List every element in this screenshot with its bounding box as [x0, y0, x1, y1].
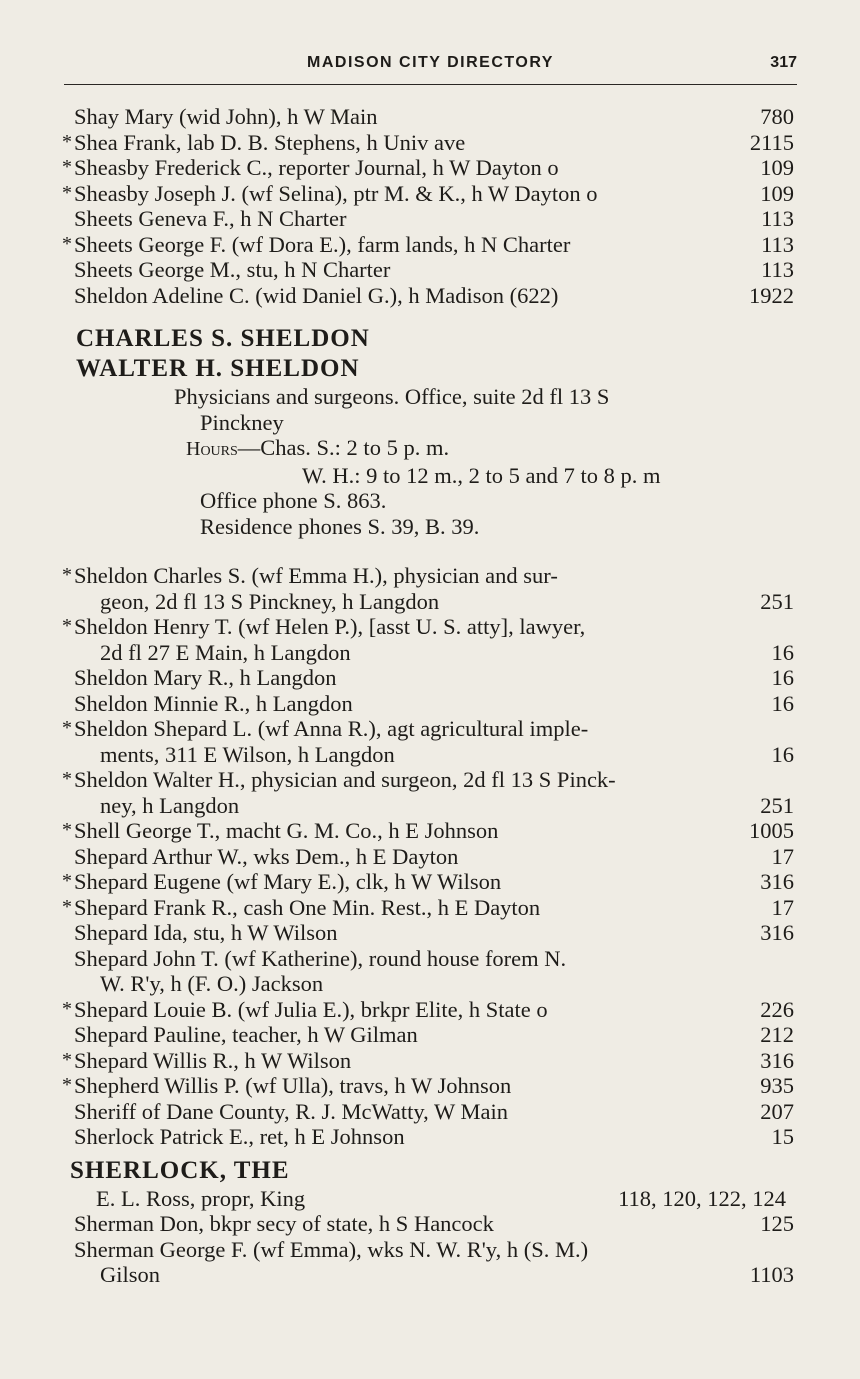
sherlock-sub-entry [96, 1186, 786, 1212]
ad-hours-chas-text: —Chas. S.: 2 to 5 p. m. [237, 435, 450, 460]
sherlock-heading: SHERLOCK, THE [70, 1156, 290, 1184]
directory-entry [62, 996, 794, 1023]
entry-text: ments, 311 E Wilson, h Langdon [100, 741, 395, 767]
entry-text: Sheldon Walter H., physician and surgeon, 2d fl 13 S Pinck- [74, 767, 616, 792]
directory-entry [74, 206, 794, 232]
directory-entry [74, 844, 794, 870]
directory-content [0, 104, 860, 1288]
entry-line [62, 614, 794, 640]
directory-entry [62, 767, 794, 818]
entry-line [62, 180, 794, 207]
entry-line [74, 1124, 794, 1150]
entry-text: Shepard Arthur W., wks Dem., h E Dayton [74, 843, 459, 869]
asterisk-mark: * [62, 181, 72, 204]
directory-entry [62, 894, 794, 921]
asterisk-mark: * [62, 564, 72, 586]
entry-line [74, 1022, 794, 1048]
page-number: 317 [770, 54, 797, 71]
asterisk-mark: * [62, 232, 72, 255]
directory-entry [62, 1073, 794, 1099]
entry-line [74, 1262, 794, 1288]
entry-line [74, 665, 794, 691]
entry-text: Sheldon Charles S. (wf Emma H.), physician and sur- [74, 563, 558, 588]
page-title: MADISON CITY DIRECTORY [307, 54, 554, 71]
entry-number: 15 [771, 1124, 794, 1149]
entries-top [0, 104, 860, 308]
entry-text: Sheets George F. (wf Dora E.), farm lands, h N Charter [74, 231, 571, 257]
ad-hours-chas [186, 435, 860, 463]
entry-number: 316 [760, 1047, 794, 1073]
entry-line [74, 104, 794, 130]
ad-line-office: Physicians and surgeons. Office, suite 2d fl 13 S [174, 384, 610, 409]
sheldon-advertisement [76, 324, 860, 539]
asterisk-mark: * [62, 130, 72, 153]
entry-number: 16 [771, 665, 794, 690]
entry-text: Shepherd Willis P. (wf Ulla), travs, h W Johnson [74, 1073, 512, 1098]
entry-number: 17 [771, 843, 794, 869]
entry-text: Shepard John T. (wf Katherine), round house forem N. [74, 945, 567, 971]
entry-text: Sheldon Shepard L. (wf Anna R.), agt agricultural imple- [74, 716, 589, 741]
directory-entry [62, 155, 794, 181]
ad-office-phone: Office phone S. 863. [200, 488, 387, 513]
entry-line [74, 640, 794, 666]
entry-number: 16 [771, 741, 794, 767]
sherlock-sub-text: E. L. Ross, propr, King [96, 1185, 306, 1211]
page-header [64, 54, 797, 76]
directory-entry [62, 1047, 794, 1074]
ad-line-pinckney: Pinckney [200, 409, 284, 435]
entry-line [74, 206, 794, 232]
directory-entry [62, 818, 794, 844]
entry-line [74, 1211, 794, 1237]
entry-text: geon, 2d fl 13 S Pinckney, h Langdon [100, 588, 440, 614]
directory-entry [62, 231, 794, 258]
entry-line [74, 1237, 794, 1263]
directory-entry [74, 946, 794, 997]
entry-number: 316 [760, 920, 794, 945]
entry-number: 17 [771, 894, 794, 920]
entry-text: Shepard Ida, stu, h W Wilson [74, 920, 338, 945]
entry-line [74, 946, 794, 972]
entries-main [0, 563, 860, 1150]
entry-line [62, 869, 794, 895]
ad-hours-walter: W. H.: 9 to 12 m., 2 to 5 and 7 to 8 p. m [302, 462, 661, 488]
ad-body [76, 384, 860, 539]
entry-text: Sherlock Patrick E., ret, h E Johnson [74, 1124, 405, 1149]
entry-number: 125 [760, 1211, 794, 1236]
entry-text: Gilson [100, 1262, 161, 1287]
entry-text: Sheets Geneva F., h N Charter [74, 206, 347, 231]
directory-entry [74, 665, 794, 691]
directory-entry [74, 1022, 794, 1048]
entry-number: 16 [771, 690, 794, 716]
entry-number: 316 [760, 869, 794, 894]
entry-text: Shepard Frank R., cash One Min. Rest., h E Dayton [74, 894, 541, 920]
entry-text: Shea Frank, lab D. B. Stephens, h Univ ave [74, 129, 466, 155]
entry-number: 1103 [749, 1262, 794, 1287]
directory-entry [62, 869, 794, 895]
asterisk-mark: * [62, 819, 72, 841]
entry-text: Sheldon Minnie R., h Langdon [74, 690, 353, 716]
entry-line [62, 767, 794, 793]
ad-name-charles: CHARLES S. SHELDON [76, 325, 370, 352]
entry-number: 1005 [749, 818, 794, 843]
entry-line [62, 129, 794, 156]
directory-entry [74, 691, 794, 717]
entry-line [74, 257, 794, 283]
asterisk-mark: * [62, 997, 72, 1020]
entry-text: Shepard Pauline, teacher, h W Gilman [74, 1022, 418, 1047]
entry-number: 226 [760, 996, 794, 1022]
entry-text: Sheriff of Dane County, R. J. McWatty, W Main [74, 1098, 508, 1124]
entry-text: ney, h Langdon [100, 792, 240, 818]
entry-text: Shell George T., macht G. M. Co., h E Johnson [74, 818, 499, 843]
entry-line [62, 563, 794, 589]
entry-number: 251 [760, 588, 794, 614]
ad-residence-phones: Residence phones S. 39, B. 39. [200, 513, 480, 539]
directory-entry [62, 614, 794, 665]
directory-entry [62, 129, 794, 156]
entry-text: Sheldon Henry T. (wf Helen P.), [asst U. S. atty], lawyer, [74, 614, 586, 639]
asterisk-mark: * [62, 156, 72, 178]
entry-line [62, 1047, 794, 1074]
entry-text: Sheasby Frederick C., reporter Journal, h W Dayton o [74, 155, 559, 180]
directory-entry [74, 1124, 794, 1150]
directory-entry [74, 257, 794, 283]
entry-number: 113 [761, 257, 794, 282]
entry-text: W. R'y, h (F. O.) Jackson [100, 971, 324, 996]
entry-line [62, 996, 794, 1023]
directory-entry [62, 180, 794, 207]
entry-line [74, 691, 794, 717]
entry-line [62, 716, 794, 742]
entry-text: Sheldon Mary R., h Langdon [74, 665, 337, 690]
entry-number: 16 [771, 639, 794, 665]
asterisk-mark: * [62, 1048, 72, 1071]
entry-number: 113 [761, 206, 794, 231]
entry-line [74, 742, 794, 768]
entry-text: Sheasby Joseph J. (wf Selina), ptr M. & K., h W Dayton o [74, 180, 598, 206]
entry-number: 113 [761, 231, 794, 257]
entry-number: 1922 [749, 282, 794, 308]
entry-line [62, 1073, 794, 1099]
entry-text: 2d fl 27 E Main, h Langdon [100, 639, 351, 665]
entry-number: 251 [760, 792, 794, 818]
entry-line [62, 231, 794, 258]
entry-text: Sheets George M., stu, h N Charter [74, 257, 391, 282]
asterisk-mark: * [62, 870, 72, 892]
directory-entry [62, 563, 794, 614]
entry-text: Shay Mary (wid John), h W Main [74, 104, 378, 129]
entry-text: Shepard Eugene (wf Mary E.), clk, h W Wilson [74, 869, 502, 894]
entry-line [62, 155, 794, 181]
entry-line [62, 818, 794, 844]
entry-number: 2115 [749, 129, 794, 155]
entry-line [74, 283, 794, 309]
entry-text: Sherman George F. (wf Emma), wks N. W. R'y, h (S. M.) [74, 1236, 589, 1262]
entry-number: 935 [760, 1073, 794, 1098]
header-rule [64, 84, 797, 85]
entry-line [62, 894, 794, 921]
ad-name-walter: WALTER H. SHELDON [76, 355, 360, 382]
entry-line [74, 589, 794, 615]
asterisk-mark: * [62, 768, 72, 790]
directory-entry [74, 1237, 794, 1288]
entry-number: 109 [760, 180, 794, 206]
entry-line [74, 971, 794, 997]
directory-entry [74, 1211, 794, 1237]
directory-entry [74, 283, 794, 309]
entry-line [74, 1099, 794, 1125]
ad-hours-label: Hours [186, 438, 238, 460]
entry-number: 109 [760, 155, 794, 180]
asterisk-mark: * [62, 1074, 72, 1096]
asterisk-mark: * [62, 895, 72, 918]
entry-text: Shepard Willis R., h W Wilson [74, 1047, 352, 1073]
entries-bottom [0, 1211, 860, 1288]
directory-entry [62, 716, 794, 767]
entry-line [74, 793, 794, 819]
entry-number: 780 [760, 104, 794, 129]
entry-line [74, 920, 794, 946]
entry-text: Shepard Louie B. (wf Julia E.), brkpr Elite, h State o [74, 996, 548, 1022]
directory-entry [74, 1099, 794, 1125]
entry-number: 212 [760, 1022, 794, 1047]
sherlock-sub-num: 118, 120, 122, 124 [618, 1185, 786, 1211]
entry-text: Sherman Don, bkpr secy of state, h S Hancock [74, 1211, 494, 1236]
entry-number: 207 [760, 1098, 794, 1124]
entry-line [74, 844, 794, 870]
entry-text: Sheldon Adeline C. (wid Daniel G.), h Madison (622) [74, 282, 559, 308]
directory-entry [74, 104, 794, 130]
directory-entry [74, 920, 794, 946]
asterisk-mark: * [62, 717, 72, 739]
asterisk-mark: * [62, 615, 72, 637]
